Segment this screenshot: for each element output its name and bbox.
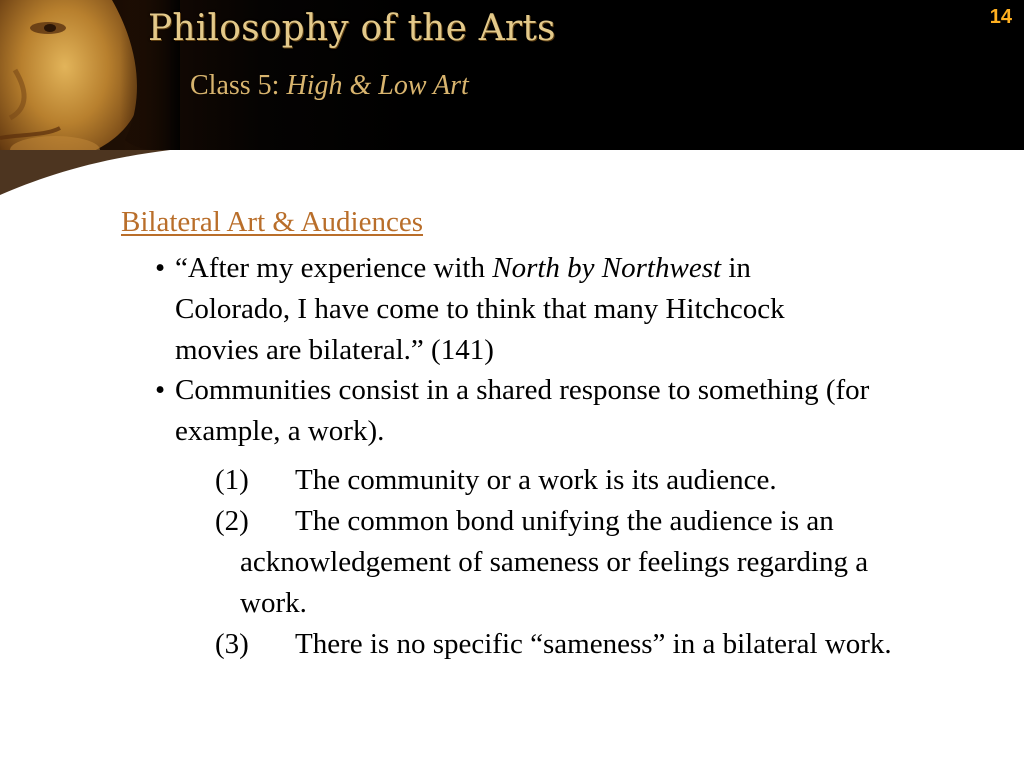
- item-text: There is no specific “sameness” in a bilateral work.: [295, 628, 892, 660]
- item-text-continued-2: work.: [240, 587, 307, 619]
- item-number: (1): [215, 464, 249, 496]
- subtitle-prefix: Class 5:: [190, 70, 280, 101]
- bullet-quote-text: [175, 248, 1020, 371]
- item-text: The community or a work is its audience.: [295, 464, 777, 496]
- communities-line-1: Communities consist in a shared response to something (for: [175, 374, 870, 406]
- quote-line-3: movies are bilateral.” (141): [175, 334, 494, 366]
- quote-line-2: Colorado, I have come to think that many Hitchcock: [175, 293, 785, 325]
- bullet-dot: •: [155, 374, 166, 406]
- bullet-communities-text: [175, 370, 1020, 452]
- quote-line-1b: in: [721, 252, 751, 284]
- communities-line-2: example, a work).: [175, 415, 385, 447]
- bullet-dot: •: [155, 252, 166, 284]
- item-text-continued-1: acknowledgement of sameness or feelings regarding a: [240, 546, 869, 578]
- subtitle-topic: High & Low Art: [286, 70, 469, 101]
- film-title: North by Northwest: [492, 252, 722, 284]
- item-number: (3): [215, 628, 249, 660]
- course-title: Philosophy of the Arts: [148, 8, 556, 49]
- item-text: The common bond unifying the audience is an: [295, 505, 834, 537]
- item-number: (2): [215, 505, 249, 537]
- slide-number: 14: [989, 6, 1012, 28]
- quote-line-1a: “After my experience with: [175, 252, 493, 284]
- section-heading: Bilateral Art & Audiences: [121, 206, 424, 238]
